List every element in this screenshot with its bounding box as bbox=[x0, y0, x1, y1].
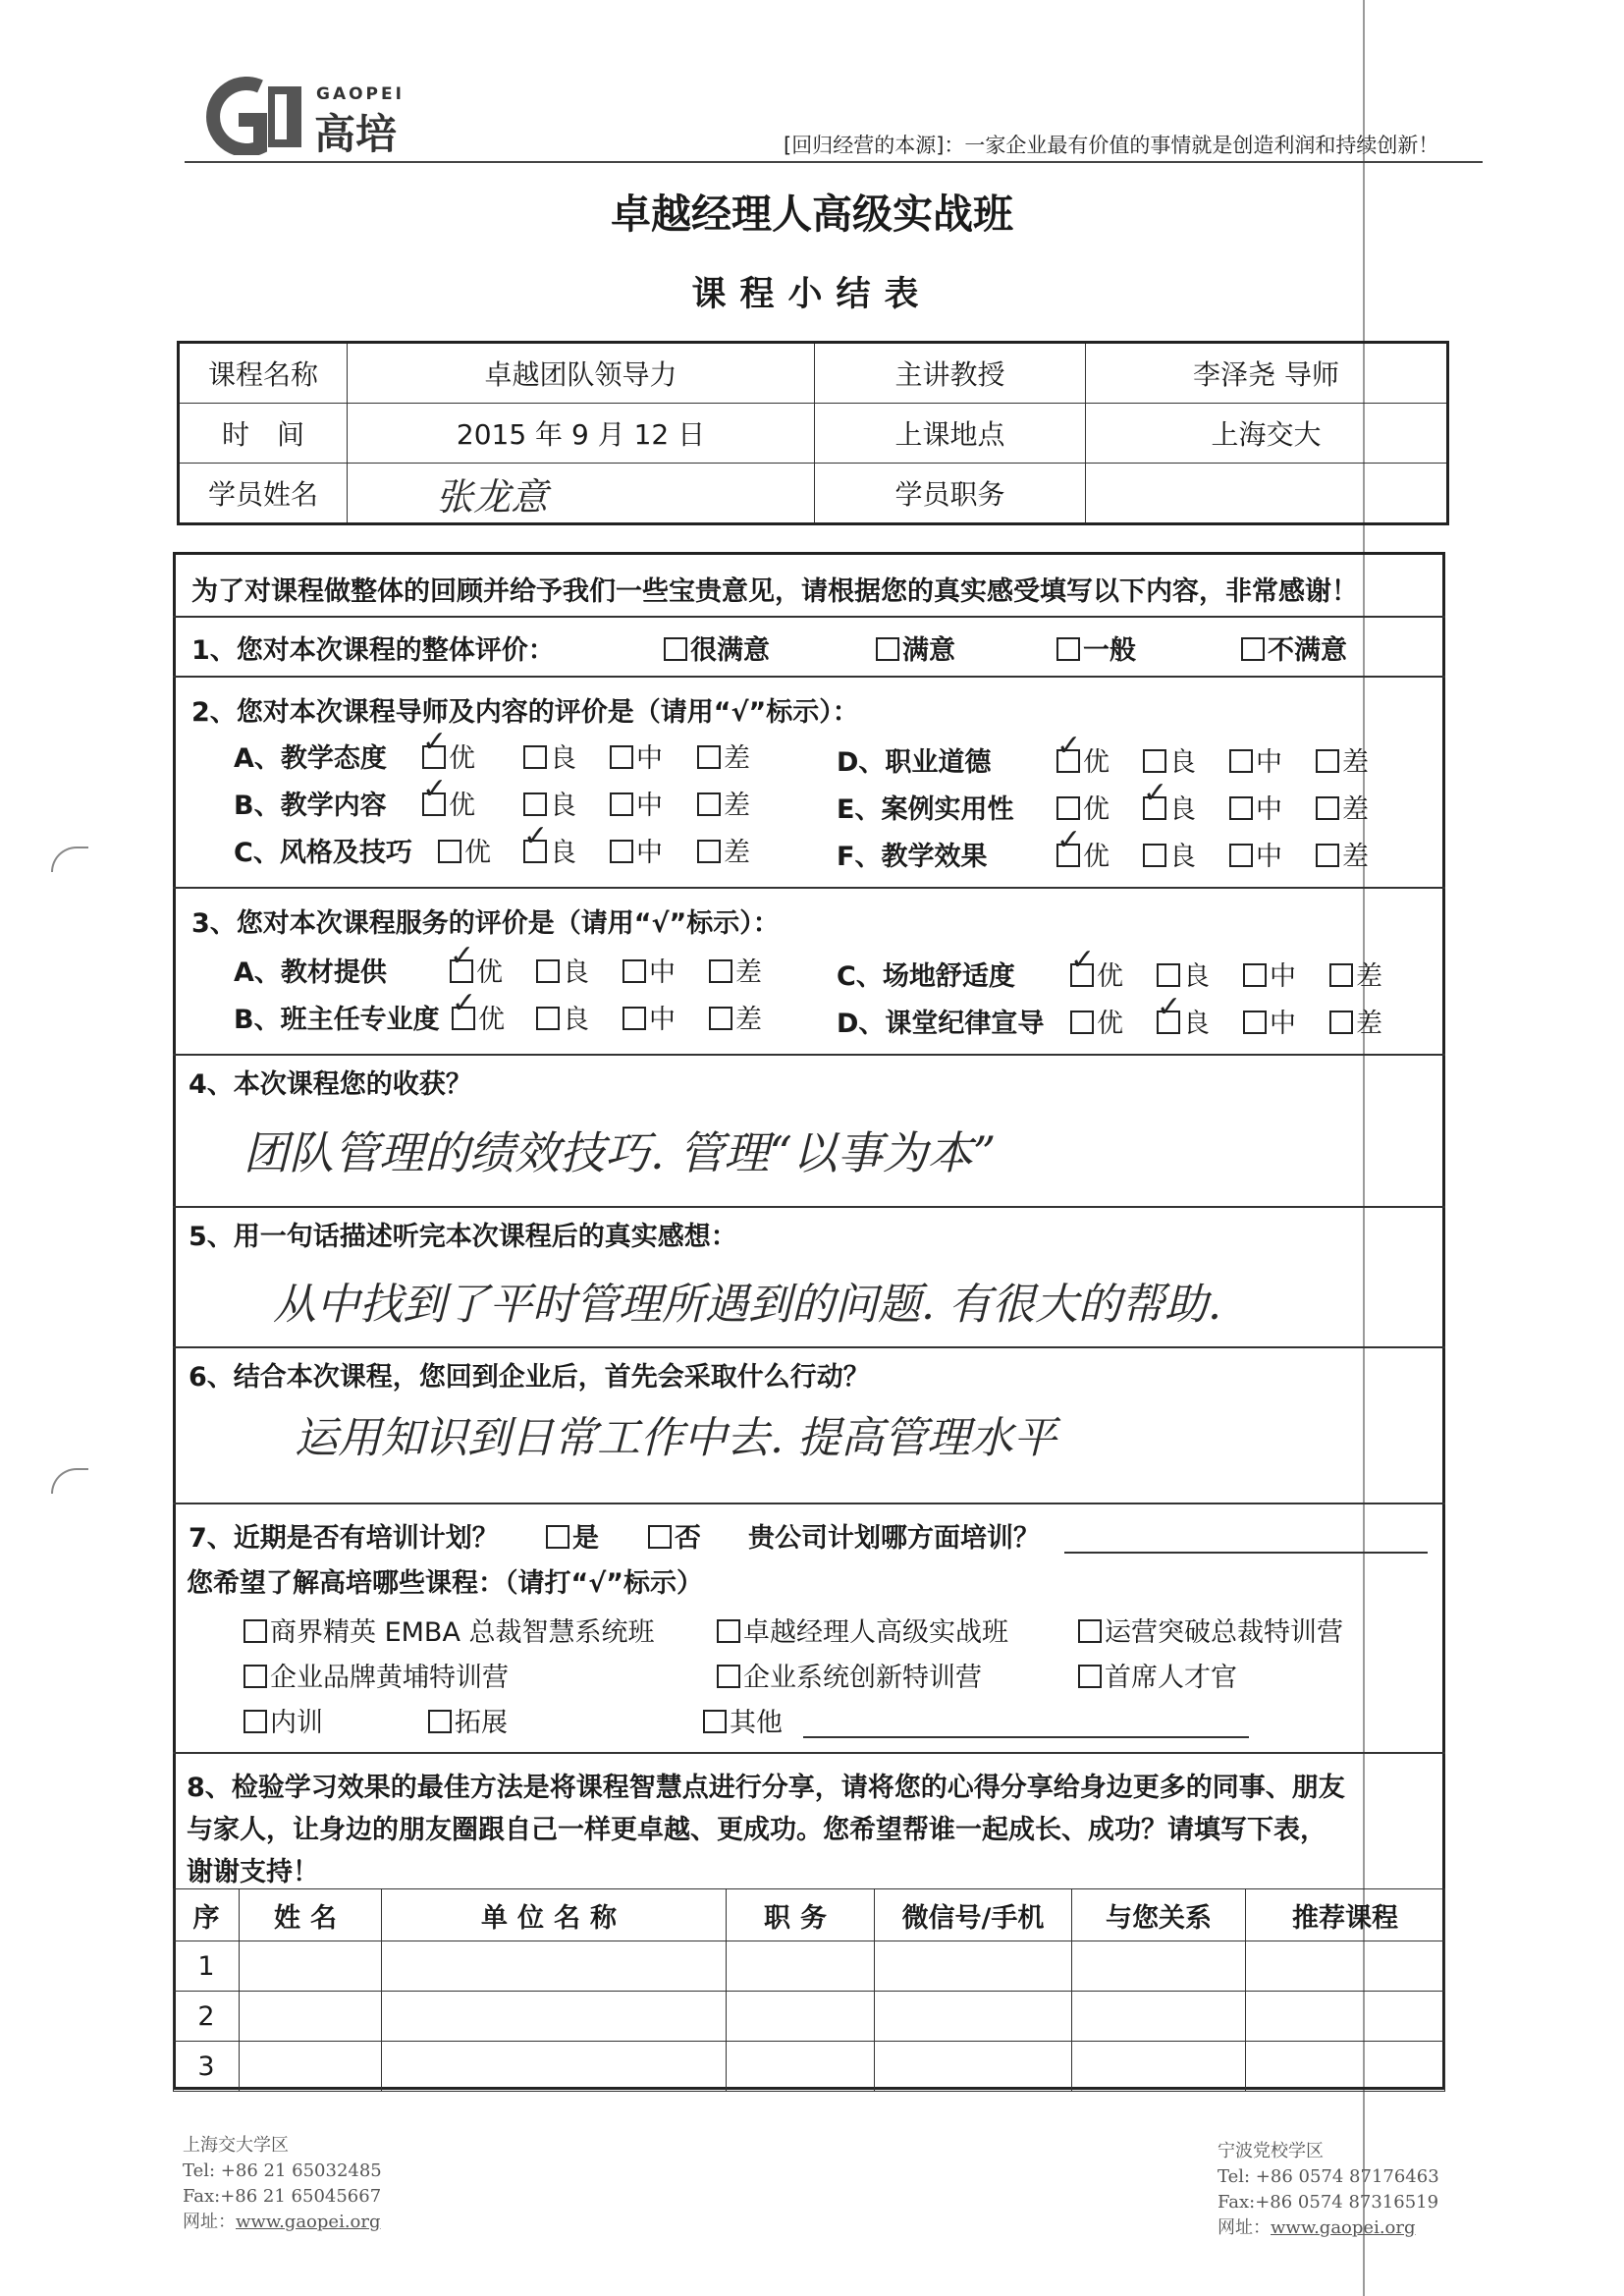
q1-option-average[interactable]: 一般 bbox=[1056, 629, 1136, 667]
checkmark-icon: ✓ bbox=[1143, 776, 1168, 810]
divider bbox=[173, 1054, 1445, 1056]
row-number: 3 bbox=[174, 2042, 240, 2092]
col-course: 推荐课程 bbox=[1246, 1889, 1445, 1941]
q6-label: 6、结合本次课程，您回到企业后，首先会采取什么行动？ bbox=[189, 1362, 870, 1393]
q8-line-3: 谢谢支持！ bbox=[187, 1857, 319, 1887]
cell-input[interactable] bbox=[1072, 1941, 1246, 1992]
q2-item-a-label: A、教学态度 bbox=[234, 743, 387, 774]
q3-d-fair[interactable]: 中 bbox=[1243, 1002, 1296, 1040]
footer-right-tel: Tel: +86 0574 87176463 bbox=[1218, 2166, 1439, 2187]
binder-hole-mark bbox=[51, 1468, 88, 1494]
q6-answer: 运用知识到日常工作中去. 提高管理水平 bbox=[295, 1413, 1056, 1463]
q3-b-fair[interactable]: 中 bbox=[623, 998, 676, 1036]
q5-answer: 从中找到了平时管理所遇到的问题. 有很大的帮助. bbox=[273, 1280, 1221, 1330]
q2-e-excellent[interactable]: 优 bbox=[1056, 788, 1110, 826]
q2-c-poor[interactable]: 差 bbox=[697, 831, 750, 869]
student-position-label: 学员职务 bbox=[815, 464, 1086, 524]
q2-d-excellent[interactable]: 优 bbox=[1056, 740, 1110, 779]
q4-label: 4、本次课程您的收获？ bbox=[189, 1069, 472, 1100]
checkmark-icon: ✓ bbox=[422, 772, 448, 806]
teacher-label: 主讲教授 bbox=[815, 343, 1086, 404]
q2-b-good[interactable]: 良 bbox=[523, 784, 576, 822]
col-title: 职务 bbox=[727, 1889, 875, 1941]
q2-item-d-label: D、职业道德 bbox=[837, 747, 992, 778]
divider bbox=[173, 676, 1445, 678]
q3-d-good[interactable]: 良 bbox=[1157, 1002, 1210, 1040]
q2-d-good[interactable]: 良 bbox=[1143, 740, 1196, 779]
q8-line-1: 8、检验学习效果的最佳方法是将课程智慧点进行分享，请将您的心得分享给身边更多的同事、朋友 bbox=[187, 1773, 1345, 1803]
q3-item-c-label: C、场地舒适度 bbox=[837, 961, 1015, 992]
footer-right bbox=[1218, 2139, 1439, 2241]
divider bbox=[173, 1503, 1445, 1504]
place-label: 上课地点 bbox=[815, 404, 1086, 464]
cell-input[interactable] bbox=[1072, 1992, 1246, 2042]
q3-c-good[interactable]: 良 bbox=[1157, 955, 1210, 993]
q2-f-good[interactable]: 良 bbox=[1143, 835, 1196, 873]
footer-left-web-link[interactable]: www.gaopei.org bbox=[236, 2212, 381, 2232]
checkmark-icon: ✓ bbox=[450, 939, 475, 973]
q2-e-fair[interactable]: 中 bbox=[1229, 788, 1282, 826]
checkmark-icon: ✓ bbox=[1056, 823, 1082, 857]
q3-c-fair[interactable]: 中 bbox=[1243, 955, 1296, 993]
divider bbox=[173, 1346, 1445, 1348]
footer-left-web-label: 网址： bbox=[183, 2212, 236, 2232]
q5-label: 5、用一句话描述听完本次课程后的真实感想： bbox=[189, 1222, 737, 1252]
q7-no[interactable]: 否 bbox=[648, 1516, 701, 1555]
divider bbox=[173, 616, 1445, 618]
q2-item-b-label: B、教学内容 bbox=[234, 791, 387, 821]
q3-d-poor[interactable]: 差 bbox=[1329, 1002, 1382, 1040]
cell-input[interactable] bbox=[1246, 2042, 1445, 2092]
q3-c-excellent[interactable]: 优 bbox=[1070, 955, 1123, 993]
q3-a-good[interactable]: 良 bbox=[536, 951, 589, 989]
col-relation: 与您关系 bbox=[1072, 1889, 1246, 1941]
q1-option-satisfied[interactable]: 满意 bbox=[876, 629, 955, 667]
q3-b-poor[interactable]: 差 bbox=[709, 998, 762, 1036]
q2-b-poor[interactable]: 差 bbox=[697, 784, 750, 822]
checkmark-icon: ✓ bbox=[1056, 729, 1082, 763]
footer-left-campus: 上海交大学区 bbox=[183, 2135, 289, 2156]
q2-item-e-label: E、案例实用性 bbox=[837, 794, 1014, 825]
q3-item-b-label: B、班主任专业度 bbox=[234, 1005, 440, 1035]
q2-e-good[interactable]: 良 bbox=[1143, 788, 1196, 826]
q3-a-fair[interactable]: 中 bbox=[623, 951, 676, 989]
student-name-label: 学员姓名 bbox=[179, 464, 348, 524]
col-wechat: 微信号/手机 bbox=[875, 1889, 1072, 1941]
q2-b-fair[interactable]: 中 bbox=[610, 784, 663, 822]
student-position-value bbox=[1086, 464, 1448, 524]
q2-item-c-label: C、风格及技巧 bbox=[234, 838, 412, 868]
q7-label: 7、近期是否有培训计划？ bbox=[189, 1523, 499, 1554]
cell-input[interactable] bbox=[727, 1992, 875, 2042]
referral-table bbox=[173, 1888, 1445, 2092]
footer-right-campus: 宁波党校学区 bbox=[1218, 2141, 1324, 2161]
q2-e-poor[interactable]: 差 bbox=[1316, 788, 1369, 826]
header-divider bbox=[185, 161, 1483, 163]
course-name-label: 课程名称 bbox=[179, 343, 348, 404]
footer-right-fax: Fax:+86 0574 87316519 bbox=[1218, 2192, 1439, 2213]
cell-input[interactable] bbox=[1246, 1992, 1445, 2042]
binder-hole-mark bbox=[51, 847, 88, 872]
q1-option-very-satisfied[interactable]: 很满意 bbox=[664, 629, 770, 667]
cell-input[interactable] bbox=[727, 2042, 875, 2092]
q3-label: 3、您对本次课程服务的评价是（请用“√”标示）： bbox=[191, 908, 780, 939]
cell-input[interactable] bbox=[240, 2042, 382, 2092]
student-name-value: 张龙意 bbox=[348, 464, 815, 524]
course-innovation[interactable]: 企业系统创新特训营 bbox=[717, 1656, 982, 1694]
checkmark-icon: ✓ bbox=[523, 819, 549, 853]
divider bbox=[173, 887, 1445, 889]
col-name: 姓名 bbox=[240, 1889, 382, 1941]
q2-d-poor[interactable]: 差 bbox=[1316, 740, 1369, 779]
q7-want-label: 您希望了解高培哪些课程：（请打“√”标示） bbox=[187, 1568, 703, 1599]
cell-input[interactable] bbox=[875, 1992, 1072, 2042]
q2-item-f-label: F、教学效果 bbox=[837, 842, 988, 872]
q3-c-poor[interactable]: 差 bbox=[1329, 955, 1382, 993]
q1-option-unsatisfied[interactable]: 不满意 bbox=[1241, 629, 1347, 667]
teacher-value: 李泽尧 导师 bbox=[1086, 343, 1448, 404]
cell-input[interactable] bbox=[382, 2042, 727, 2092]
page-title: 卓越经理人高级实战班 bbox=[611, 191, 1013, 238]
q2-b-excellent[interactable]: 优 bbox=[422, 784, 475, 822]
q3-a-poor[interactable]: 差 bbox=[709, 951, 762, 989]
page-subtitle: 课程小结表 bbox=[691, 275, 933, 314]
q2-c-excellent[interactable]: 优 bbox=[438, 831, 491, 869]
col-index: 序 bbox=[174, 1889, 240, 1941]
q3-d-excellent[interactable]: 优 bbox=[1070, 1002, 1123, 1040]
footer-right-web-label: 网址： bbox=[1218, 2217, 1271, 2238]
q3-item-d-label: D、课堂纪律宣导 bbox=[837, 1009, 1045, 1039]
course-name-value: 卓越团队领导力 bbox=[348, 343, 815, 404]
q2-f-fair[interactable]: 中 bbox=[1229, 835, 1282, 873]
q2-f-poor[interactable]: 差 bbox=[1316, 835, 1369, 873]
course-other[interactable]: 其他 bbox=[703, 1701, 783, 1739]
checkmark-icon: ✓ bbox=[1070, 943, 1096, 977]
divider bbox=[173, 1752, 1445, 1754]
checkmark-icon: ✓ bbox=[422, 725, 448, 759]
cell-input[interactable] bbox=[875, 2042, 1072, 2092]
divider bbox=[173, 1206, 1445, 1208]
course-operations[interactable]: 运营突破总裁特训营 bbox=[1078, 1611, 1343, 1649]
footer-left-tel: Tel: +86 21 65032485 bbox=[183, 2160, 382, 2181]
survey-intro: 为了对课程做整体的回顾并给予我们一些宝贵意见，请根据您的真实感受填写以下内容，非常感谢！ bbox=[191, 576, 1358, 607]
cell-input[interactable] bbox=[382, 1941, 727, 1992]
course-brand[interactable]: 企业品牌黄埔特训营 bbox=[244, 1656, 509, 1694]
footer-right-web-link[interactable]: www.gaopei.org bbox=[1271, 2217, 1416, 2238]
q2-a-fair[interactable]: 中 bbox=[610, 737, 663, 775]
cell-input[interactable] bbox=[240, 1992, 382, 2042]
col-company: 单位名称 bbox=[382, 1889, 727, 1941]
q2-a-good[interactable]: 良 bbox=[523, 737, 576, 775]
slogan: [回归经营的本源]：一家企业最有价值的事情就是创造利润和持续创新！ bbox=[784, 134, 1439, 157]
q3-a-excellent[interactable]: 优 bbox=[450, 951, 503, 989]
q2-d-fair[interactable]: 中 bbox=[1229, 740, 1282, 779]
q3-item-a-label: A、教材提供 bbox=[234, 957, 387, 988]
course-outward[interactable]: 拓展 bbox=[428, 1701, 508, 1739]
cell-input[interactable] bbox=[382, 1992, 727, 2042]
cell-input[interactable] bbox=[875, 1941, 1072, 1992]
row-number: 2 bbox=[174, 1992, 240, 2042]
q2-label: 2、您对本次课程导师及内容的评价是（请用“√”标示）： bbox=[191, 697, 859, 728]
cell-input[interactable] bbox=[727, 1941, 875, 1992]
cell-input[interactable] bbox=[1072, 2042, 1246, 2092]
q7-which-label: 贵公司计划哪方面培训？ bbox=[748, 1523, 1040, 1554]
q4-answer: 团队管理的绩效技巧. 管理“以事为本” bbox=[244, 1126, 997, 1179]
course-info-table bbox=[177, 341, 1449, 525]
course-internal[interactable]: 内训 bbox=[244, 1701, 323, 1739]
cell-input[interactable] bbox=[240, 1941, 382, 1992]
q2-a-poor[interactable]: 差 bbox=[697, 737, 750, 775]
row-number: 1 bbox=[174, 1941, 240, 1992]
q2-f-excellent[interactable]: 优 bbox=[1056, 835, 1110, 873]
q7-which-input-line[interactable] bbox=[1064, 1552, 1428, 1554]
place-value: 上海交大 bbox=[1086, 404, 1448, 464]
q1-label: 1、您对本次课程的整体评价： bbox=[191, 635, 555, 666]
checkmark-icon: ✓ bbox=[452, 986, 477, 1020]
q2-c-fair[interactable]: 中 bbox=[610, 831, 663, 869]
footer-left-fax: Fax:+86 21 65045667 bbox=[183, 2186, 382, 2207]
q2-a-excellent[interactable]: 优 bbox=[422, 737, 475, 775]
course-cto[interactable]: 首席人才官 bbox=[1078, 1656, 1237, 1694]
checkmark-icon: ✓ bbox=[1157, 990, 1182, 1024]
time-label: 时 间 bbox=[179, 404, 348, 464]
course-emba[interactable]: 商界精英 EMBA 总裁智慧系统班 bbox=[244, 1611, 655, 1649]
brand-en: GAOPEI bbox=[316, 84, 405, 104]
q2-c-good[interactable]: 良 bbox=[523, 831, 576, 869]
footer-left bbox=[183, 2133, 382, 2235]
time-value: 2015 年 9 月 12 日 bbox=[348, 404, 815, 464]
q7-yes[interactable]: 是 bbox=[546, 1516, 599, 1555]
brand-cn: 高培 bbox=[314, 110, 398, 158]
q8-line-2: 与家人，让身边的朋友圈跟自己一样更卓越、更成功。您希望帮谁一起成长、成功？请填写下表， bbox=[187, 1815, 1326, 1845]
course-manager[interactable]: 卓越经理人高级实战班 bbox=[717, 1611, 1008, 1649]
course-other-input-line[interactable] bbox=[803, 1736, 1249, 1738]
q3-b-excellent[interactable]: 优 bbox=[452, 998, 505, 1036]
q3-b-good[interactable]: 良 bbox=[536, 998, 589, 1036]
cell-input[interactable] bbox=[1246, 1941, 1445, 1992]
